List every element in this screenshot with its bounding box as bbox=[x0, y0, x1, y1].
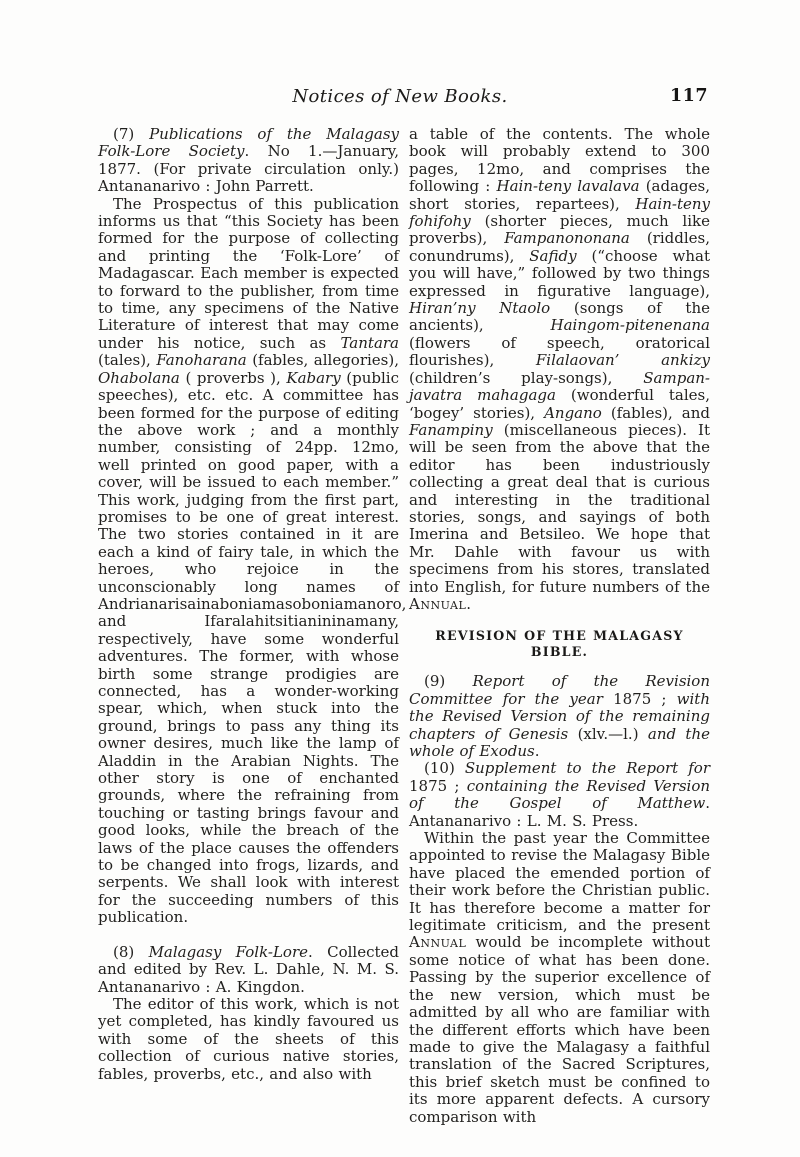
left-column bbox=[98, 125, 407, 1083]
text-segment: (8) bbox=[113, 942, 149, 961]
paragraph bbox=[98, 126, 399, 196]
right-column bbox=[409, 126, 710, 1126]
text-segment: Ohabolana bbox=[98, 368, 180, 387]
text-segment: Tantara bbox=[340, 333, 399, 352]
text-segment: REVISION OF THE MALAGASY BIBLE. bbox=[435, 628, 684, 660]
text-segment: would be incomplete without some notice of what has been done. Passing by the superior excellence of the new version, which must be admitted by all who are familiar with the different efforts which have been made to give the Malagasy a faithful translation of the Sacred Scriptures, this brief sketch must be confined to its more apparent defects. A cursory comparison with bbox=[409, 933, 710, 1126]
paragraph bbox=[98, 996, 399, 1083]
text-segment: containing the Revised Version of the Gospel of Matthew bbox=[409, 776, 711, 813]
text-segment: ( proverbs ), bbox=[179, 368, 287, 387]
text-segment: (fables), and bbox=[601, 403, 710, 422]
text-segment: The Prospectus of this publication informs us that “this Society has been formed for the purpose of collecting and printing the ‘Folk-Lore’ of Madagascar. Each member is expected to forward to the publisher, from time to time, any specimens of the Native Literature of interest that may come under his notice, such as bbox=[98, 194, 399, 352]
paragraph bbox=[409, 830, 710, 1126]
text-segment: 1875 ; bbox=[613, 689, 677, 708]
text-segment: (wonderful tales, ‘bogey’ stories), bbox=[409, 386, 710, 422]
text-segment: (10) bbox=[424, 759, 465, 778]
paragraph bbox=[98, 194, 407, 927]
text-segment: Malagasy Folk-Lore bbox=[148, 942, 309, 961]
text-segment: a table of the contents. The whole book will probably extend to 300 pages, 12mo, and comprises the following : bbox=[409, 125, 710, 196]
text-segment: (public speeches), etc. etc. A committee has been formed for the purpose of editing the above work ; and a monthly number, consisting of 24pp. 12mo, well printed on good paper, with a cover, will be issued to each member.” This work, judging from the first part, promises to be one of great interest. The two stories contained in it are each a kind of fairy tale, in which the heroes, who rejoice in the unconscionably long names of Andrianarisainaboniamasoboniamanoro, and Ifaralahitsitianininamany, respectively, have some wonderful adventures. The former, with whose birth some strange prodigies are connected, has a wonder-working spear, which, when stuck into the ground, brings to pass any thing its owner desires, much like the lamp of Aladdin in the Arabian Nights. The other story is one of enchanted grounds, where the refraining from touching or tasting brings favour and good looks, while the breach of the laws of the place causes the offenders to be changed into frogs, lizards, and serpents. We shall look with interest for the succeeding numbers of this publication. bbox=[98, 368, 407, 927]
text-segment: (riddles, conundrums), bbox=[409, 229, 710, 265]
text-segment: (flowers of speech, oratorical flourishes), bbox=[409, 333, 710, 370]
text-segment: (7) bbox=[113, 125, 150, 143]
text-segment: (9) bbox=[424, 672, 473, 691]
paragraph bbox=[409, 126, 710, 613]
text-segment: Fanampiny bbox=[409, 420, 493, 439]
text-segment: (miscellaneous pieces). It will be seen from the above that the editor has been industriously collecting a great deal that is curious and interesting in the traditional stories, songs, and sayings of both Imerina and Betsileo. We hope that Mr. Dahle with favour us with specimens from his stores, translated into English, for future numbers of the bbox=[409, 420, 710, 596]
text-segment: with the Revised Version of the remaining chapters of Genesis bbox=[409, 689, 710, 743]
text-segment: Kabary bbox=[286, 368, 341, 387]
text-segment: (shorter pieces, much like proverbs), bbox=[409, 212, 710, 248]
text-segment: Hain-teny fohifohy bbox=[409, 194, 710, 231]
text-segment: Filalaovan’ ankizy bbox=[535, 351, 710, 370]
text-segment: Supplement to the Report for bbox=[464, 759, 710, 778]
text-segment: . Collected and edited by Rev. L. Dahle, N. M. S. Antananarivo : A. Kingdon. bbox=[98, 942, 399, 996]
text-segment: Fanoharana bbox=[156, 351, 247, 370]
section-heading bbox=[409, 628, 710, 660]
text-segment: (tales), bbox=[98, 351, 157, 370]
text-segment: The editor of this work, which is not yet completed, has kindly favoured us with some of the sheets of this collection of curious native stories, fables, proverbs, etc., and also with bbox=[98, 994, 399, 1083]
text-segment: (fables, allegories), bbox=[246, 351, 399, 370]
text-segment: (“choose what you will have,” followed by two things expressed in figurative language), bbox=[409, 246, 711, 300]
text-segment: Fampanononana bbox=[504, 229, 630, 248]
text-segment: Hain-teny lavalava bbox=[496, 177, 640, 196]
text-segment: 1875 ; bbox=[409, 776, 467, 795]
text-segment: . bbox=[466, 594, 472, 613]
text-segment: Hiran’ny Ntaolo bbox=[409, 299, 551, 318]
paragraph bbox=[98, 944, 399, 996]
text-segment: . No 1.—January, 1877. (For private circulation only.) Antananarivo : John Parrett. bbox=[98, 142, 399, 196]
text-segment: (songs of the ancients), bbox=[409, 299, 711, 335]
text-segment: and the whole of Exodus bbox=[409, 724, 710, 760]
text-segment: . Antananarivo : L. M. S. Press. bbox=[409, 794, 710, 830]
text-segment: (xlv.—l.) bbox=[577, 724, 648, 743]
text-segment: (adages, short stories, repartees), bbox=[409, 177, 710, 213]
text-segment: . bbox=[534, 742, 540, 760]
text-segment: Safidy bbox=[529, 246, 577, 265]
page-number: 117 bbox=[669, 86, 708, 106]
text-segment: Report of the Revision Committee for the year bbox=[409, 672, 711, 708]
text-segment: Publications of the Malagasy Folk-Lore Society bbox=[98, 125, 399, 161]
text-segment: Haingom-pitenenana bbox=[550, 316, 710, 335]
text-segment: Annual bbox=[409, 933, 467, 952]
text-segment: (children’s play-songs), bbox=[409, 368, 644, 387]
text-segment: Angano bbox=[544, 403, 602, 422]
text-segment: Within the past year the Committee appointed to revise the Malagasy Bible have placed the emended portion of their work before the Christian public. It has therefore become a matter for legitimate criticism, and the present bbox=[409, 829, 710, 935]
paragraph bbox=[409, 673, 710, 760]
running-head-title: Notices of New Books. bbox=[292, 86, 508, 107]
paragraph bbox=[409, 760, 710, 830]
text-segment: Sampan-javatra mahagaga bbox=[409, 368, 710, 405]
text-segment: Annual bbox=[409, 594, 467, 613]
